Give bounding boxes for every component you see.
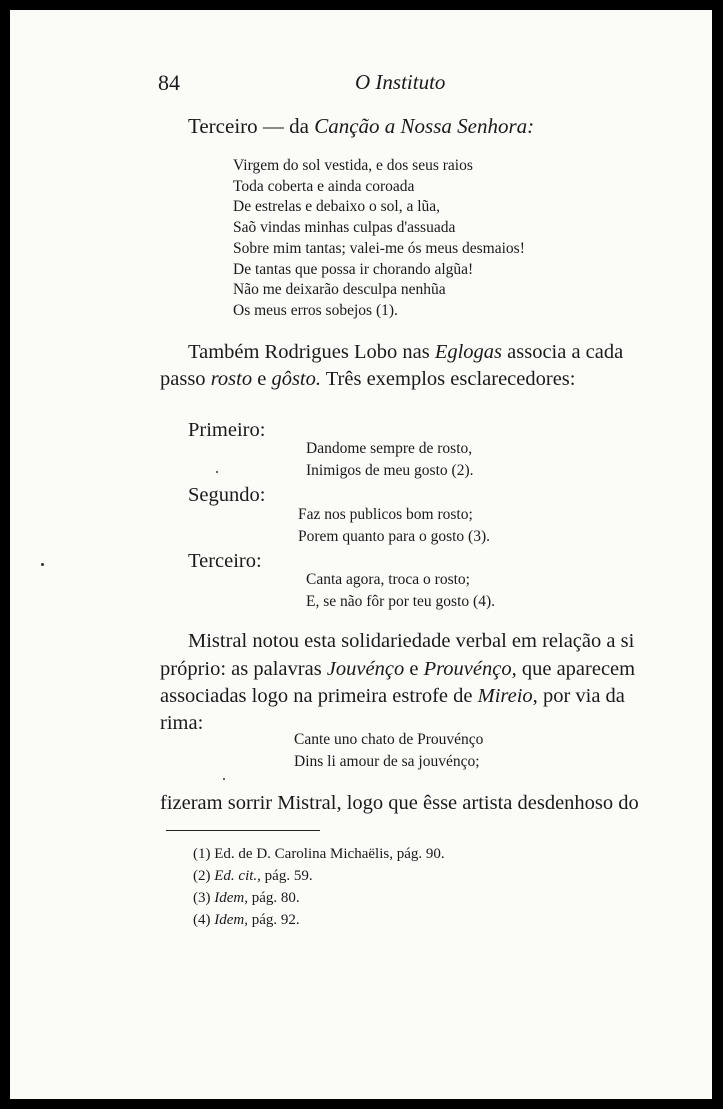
quote-line: Cante uno chato de Prouvénço xyxy=(294,731,484,748)
text-run: Também Rodrigues Lobo nas xyxy=(188,341,435,363)
text-run: por via da xyxy=(537,685,625,707)
footnote-ref: (3). xyxy=(468,528,490,545)
text-run: associadas logo na primeira estrofe de xyxy=(160,685,478,707)
footnote xyxy=(193,912,300,929)
text-run-italic: Mireio, xyxy=(477,685,538,707)
example-quote xyxy=(306,438,473,482)
footnote-text-italic: Idem, xyxy=(214,890,248,906)
heading-prefix: Terceiro — da xyxy=(188,114,315,138)
heading-title: Canção a Nossa Senhora: xyxy=(314,114,535,138)
footnote-text: pág. 59. xyxy=(260,868,313,884)
example-label: Terceiro: xyxy=(188,550,262,572)
book-page xyxy=(10,10,712,1099)
paragraph-line xyxy=(160,658,635,681)
text-run: próprio: as palavras xyxy=(160,658,327,680)
verse-line: Sobre mim tantas; valei-me ós meus desmaios! xyxy=(233,239,525,257)
quote-line xyxy=(306,591,495,613)
example-quote xyxy=(306,569,495,613)
footnote-text: Ed. de D. Carolina Michaëlis, pág. 90. xyxy=(214,846,445,862)
quote-line: Canta agora, troca o rosto; xyxy=(306,571,470,588)
example-quote xyxy=(298,504,490,548)
paragraph-line xyxy=(160,685,625,708)
text-run: Três exemplos esclarecedores: xyxy=(321,368,576,390)
text-run-italic: gôsto. xyxy=(271,368,321,390)
text-run-italic: rosto xyxy=(210,368,253,390)
page-number: 84 xyxy=(158,70,180,95)
text-run-italic: Prouvénço, xyxy=(423,658,517,680)
quote-text: Inimigos de meu gosto xyxy=(306,462,448,479)
verse-block xyxy=(233,156,525,322)
footnote-ref: (2). xyxy=(451,462,474,479)
footnote-mark: (4) xyxy=(193,912,211,928)
scan-speck xyxy=(216,471,218,473)
poem-quote xyxy=(294,729,483,773)
footnote-mark: (2) xyxy=(193,868,211,884)
footnote xyxy=(193,868,313,885)
running-title: O Instituto xyxy=(355,70,446,94)
verse-line: Saõ vindas minhas culpas d'assuada xyxy=(233,219,456,237)
paragraph-line xyxy=(160,368,575,391)
footnote-text-italic: Ed. cit., xyxy=(214,868,261,884)
footnote-text-italic: Idem, xyxy=(214,912,248,928)
paragraph-line: rima: xyxy=(160,712,204,734)
quote-line: Dins li amour de sa jouvénço; xyxy=(294,753,480,770)
footnote-ref: (4). xyxy=(473,593,495,610)
scan-speck xyxy=(41,563,44,566)
verse-text: Os meus erros sobejos xyxy=(233,301,373,319)
quote-line xyxy=(298,526,490,548)
text-run-italic: Jouvénço xyxy=(326,658,405,680)
paragraph-line xyxy=(188,341,623,364)
verse-line: De estrelas e debaixo o sol, a lũa, xyxy=(233,198,441,216)
footnote-text: pág. 80. xyxy=(248,890,300,906)
quote-text: Porem quanto para o gosto xyxy=(298,528,465,545)
footnote-mark: (1) xyxy=(193,846,211,862)
example-label: Segundo: xyxy=(188,484,266,506)
verse-line: Não me deixarão desculpa nenhũa xyxy=(233,281,446,299)
verse-line xyxy=(233,301,525,322)
paragraph-line: Mistral notou esta solidariedade verbal em relação a si xyxy=(188,630,635,652)
footnote-rule xyxy=(166,830,320,831)
footnote-text: pág. 92. xyxy=(248,912,300,928)
text-run: e xyxy=(404,658,424,680)
text-run: que aparecem xyxy=(516,658,636,680)
text-run-italic: Eglogas xyxy=(434,341,503,363)
verse-line: De tantas que possa ir chorando algũa! xyxy=(233,260,474,278)
footnote xyxy=(193,846,445,863)
text-run: e xyxy=(252,368,272,390)
text-run: passo xyxy=(160,368,211,390)
quote-text: E, se não fôr por teu gosto xyxy=(306,593,470,610)
footnote-mark: (3) xyxy=(193,890,211,906)
text-run: associa a cada xyxy=(502,341,624,363)
quote-line: Dandome sempre de rosto, xyxy=(306,440,473,457)
verse-line: Toda coberta e ainda coroada xyxy=(233,177,415,195)
footnote-ref: (1). xyxy=(375,301,398,319)
scan-speck xyxy=(223,778,225,780)
section-heading xyxy=(188,114,534,139)
footnote xyxy=(193,890,300,907)
example-label: Primeiro: xyxy=(188,419,266,441)
paragraph-line: fizeram sorrir Mistral, logo que êsse artista desdenhoso do xyxy=(160,792,639,814)
quote-line: Faz nos publicos bom rosto; xyxy=(298,506,473,523)
verse-line: Virgem do sol vestida, e dos seus raios xyxy=(233,157,473,174)
quote-line xyxy=(306,460,473,482)
